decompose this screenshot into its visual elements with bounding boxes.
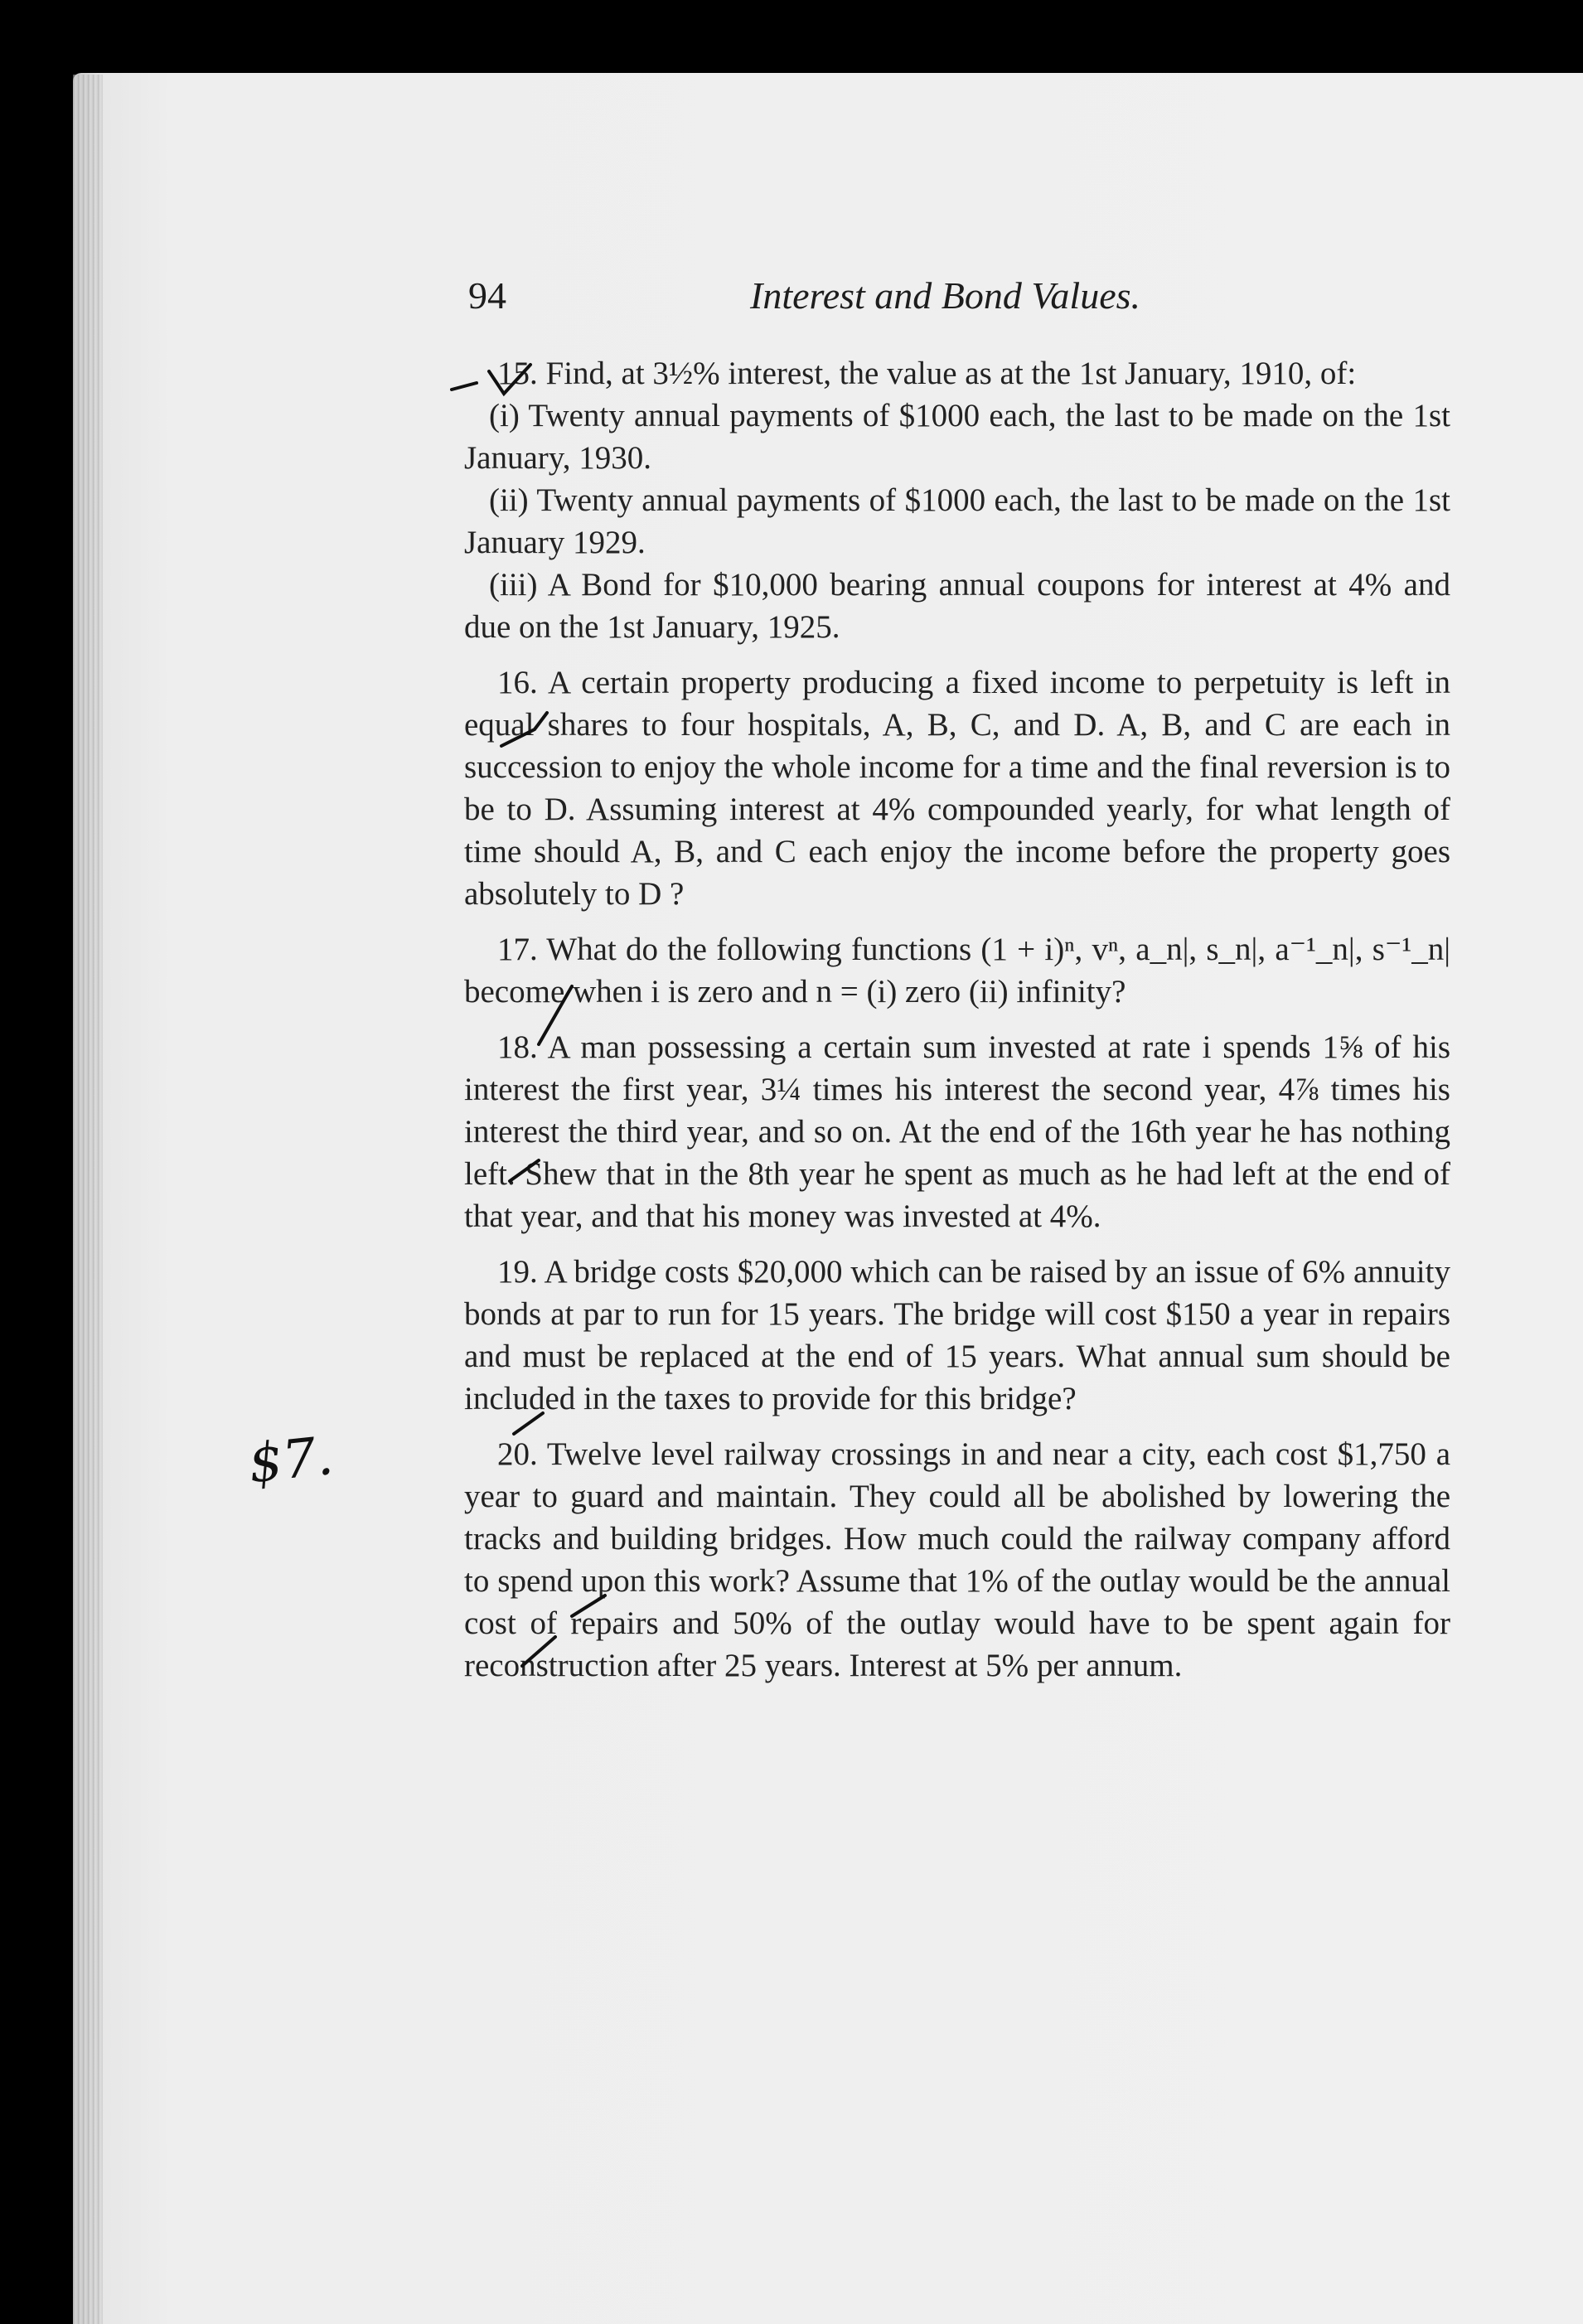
problem-16 bbox=[464, 661, 1450, 915]
problem-15 bbox=[464, 352, 1450, 648]
page-edges bbox=[73, 75, 103, 2324]
problem-text: What do the following functions (1 + i)ⁿ, vⁿ, a_n|, s_n|, a⁻¹_n|, s⁻¹_n| become when i is zero and n = (i) zero (ii) infinity? bbox=[464, 932, 1450, 1009]
problem-text: Find, at 3½% interest, the value as at the 1st January, 1910, of: bbox=[545, 356, 1357, 391]
problem-number: 18. bbox=[497, 1029, 538, 1065]
problem-20 bbox=[464, 1433, 1450, 1687]
running-title: Interest and Bond Values. bbox=[750, 274, 1141, 317]
page-header bbox=[468, 274, 1198, 323]
problem-number: 17. bbox=[497, 932, 538, 967]
problem-number: 20. bbox=[497, 1436, 538, 1472]
problem-text: A man possessing a certain sum invested at rate i spends 1⅝ of his interest the first year, 3¼ times his interest the second year, 4⅞ times his interest the third year, and so on. At the end of the 16th year he has nothing left. Shew that in the 8th year he spent as much as he had left at the end of that year, and that his money was invested at 4%. bbox=[464, 1029, 1450, 1234]
problem-18 bbox=[464, 1026, 1450, 1237]
problem-part: (ii) Twenty annual payments of $1000 each, the last to be made on the 1st January 1929. bbox=[464, 482, 1450, 560]
problem-text: Twelve level railway crossings in and near a city, each cost $1,750 a year to guard and maintain. They could all be abolished by lowering the tracks and building bridges. How much could the railway company afford to spend upon this work? Assume that 1% of the outlay would be the annual cost of repairs and 50% of the outlay would have to be spent again for reconstruction after 25 years. Interest at 5% per annum. bbox=[464, 1436, 1450, 1683]
problem-part: (iii) A Bond for $10,000 bearing annual coupons for interest at 4% and due on the 1st January, 1925. bbox=[464, 567, 1450, 645]
problem-number: 15. bbox=[497, 356, 538, 391]
problem-part: (i) Twenty annual payments of $1000 each, the last to be made on the 1st January, 1930. bbox=[464, 398, 1450, 476]
problem-19 bbox=[464, 1251, 1450, 1420]
problem-text: A bridge costs $20,000 which can be raised by an issue of 6% annuity bonds at par to run for 15 years. The bridge will cost $150 a year in repairs and must be replaced at the end of 15 years. What annual sum should be included in the taxes to provide for this bridge? bbox=[464, 1254, 1450, 1416]
problem-text: A certain property producing a fixed income to perpetuity is left in equal shares to four hospitals, A, B, C, and D. A, B, and C are each in succession to enjoy the whole income for a time and the final reversion is to be to D. Assuming interest at 4% compounded yearly, for what length of time should A, B, and C each enjoy the income before the property goes absolutely to D ? bbox=[464, 665, 1450, 912]
problem-number: 19. bbox=[497, 1254, 538, 1290]
problem-17 bbox=[464, 928, 1450, 1013]
problem-number: 16. bbox=[497, 665, 538, 700]
handwritten-margin-note: $7. bbox=[245, 1425, 336, 1496]
page-number: 94 bbox=[468, 274, 506, 317]
problem-list bbox=[464, 352, 1450, 1700]
